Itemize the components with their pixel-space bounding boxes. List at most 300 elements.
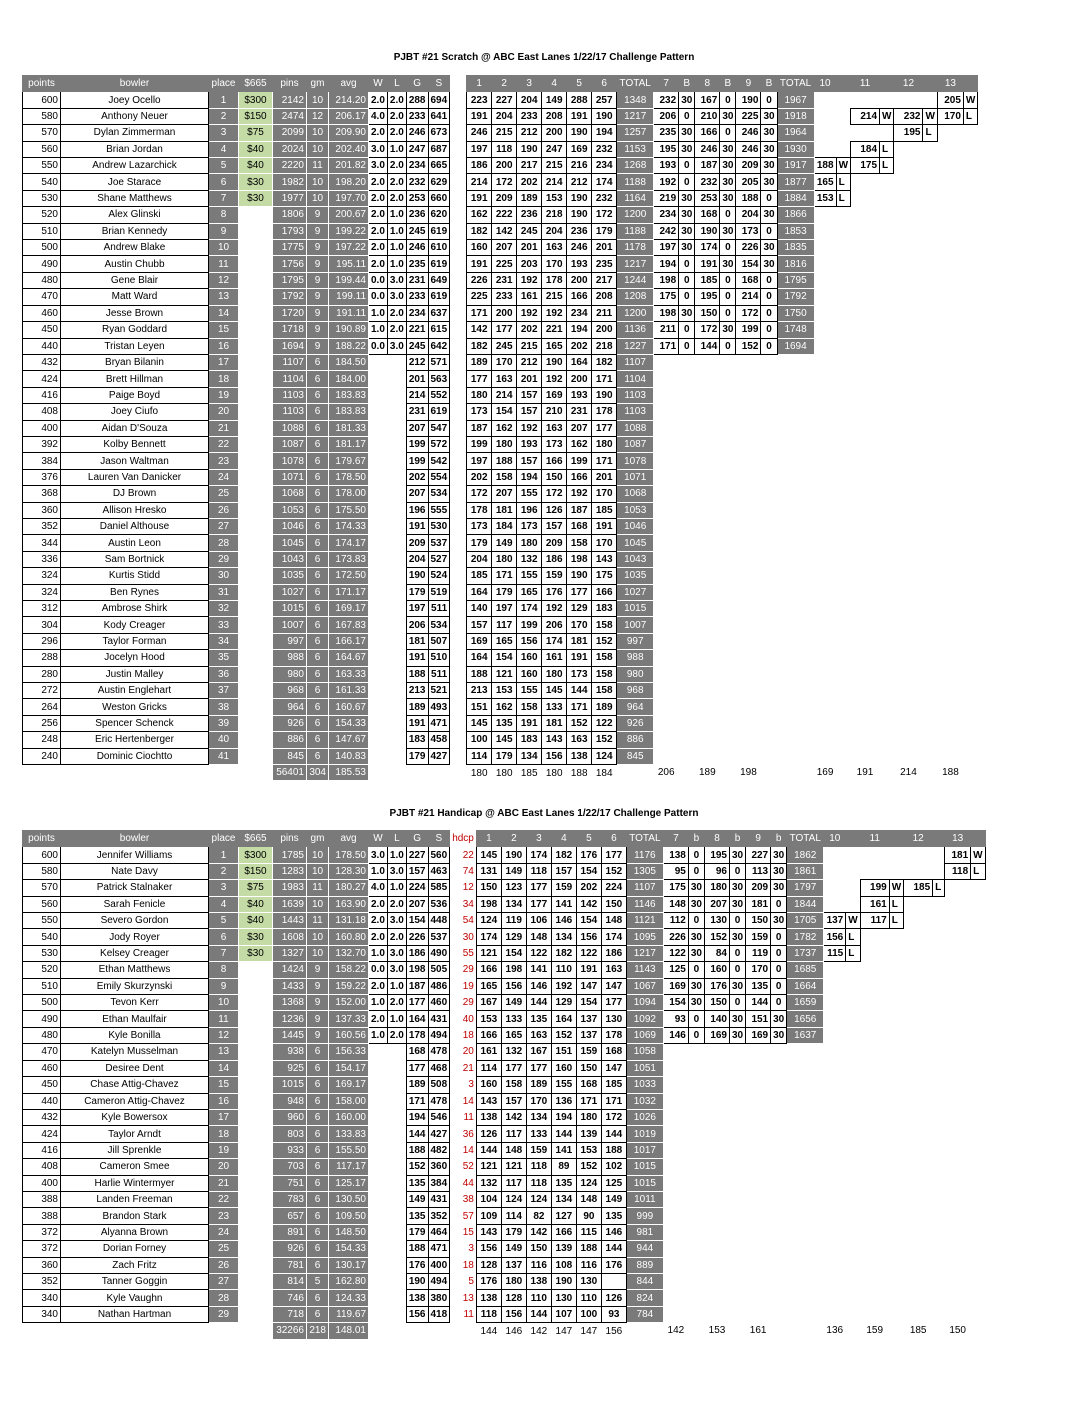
average-cell: 183.83 [329, 387, 369, 403]
average-cell: 166.17 [329, 633, 369, 649]
game-score: 157 [517, 387, 542, 403]
match-score [904, 1126, 933, 1142]
game-score: 191 [467, 108, 492, 124]
match-result [923, 338, 937, 354]
match-result [880, 289, 894, 305]
losses-cell [387, 584, 406, 600]
six-game-total: 1268 [617, 158, 654, 174]
column-header: gm [307, 76, 329, 92]
average-cell: 167.83 [329, 617, 369, 633]
games-cell: 10 [307, 190, 329, 206]
standings-row [23, 1109, 986, 1125]
wins-cell: 2.0 [369, 223, 388, 239]
game-score: 210 [542, 404, 567, 420]
losses-cell [387, 650, 406, 666]
game-score [736, 601, 761, 617]
match-score [904, 1241, 933, 1257]
match-score [937, 190, 963, 206]
game-score: 180 [492, 436, 517, 452]
summary-blank [61, 1323, 209, 1339]
match-score [937, 502, 963, 518]
game-score: 159 [746, 929, 771, 945]
place-cell: 31 [209, 584, 239, 600]
game-score [695, 436, 720, 452]
high-game-cell: 179 [406, 1224, 428, 1240]
game-score: 143 [542, 732, 567, 748]
match-result [836, 469, 850, 485]
match-result [836, 502, 850, 518]
match-score [937, 289, 963, 305]
game-score [736, 371, 761, 387]
match-score [945, 1142, 971, 1158]
nine-game-total: 1884 [777, 190, 814, 206]
game-score: 194 [592, 125, 617, 141]
games-cell: 6 [307, 748, 329, 764]
bowler-name: Kyle Bowersox [61, 1109, 209, 1125]
nine-game-total: 1792 [777, 289, 814, 305]
match-score [824, 962, 846, 978]
average-cell: 158.22 [329, 962, 369, 978]
handicap-cell [450, 354, 467, 370]
game-score: 137 [501, 1257, 526, 1273]
match-result [880, 207, 894, 223]
match-score [851, 551, 880, 567]
high-game-cell: 246 [406, 240, 428, 256]
match-result: L [963, 108, 977, 124]
match-result [971, 1273, 985, 1289]
place-cell: 26 [209, 1257, 239, 1273]
average-cell: 128.30 [329, 863, 369, 879]
game-score: 122 [576, 945, 601, 961]
bonus-cell: 30 [679, 141, 695, 157]
match-result [971, 1191, 985, 1207]
match-score [851, 601, 880, 617]
game-score [746, 1109, 771, 1125]
pins-cell: 1087 [273, 436, 307, 452]
game-score: 117 [492, 617, 517, 633]
six-game-total: 1178 [617, 240, 654, 256]
points-cell: 340 [23, 1306, 61, 1322]
place-cell: 2 [209, 863, 239, 879]
bowler-name: Kody Creager [61, 617, 209, 633]
game-score [705, 1142, 730, 1158]
points-cell: 344 [23, 535, 61, 551]
match-result [933, 863, 945, 879]
game-score: 148 [576, 1191, 601, 1207]
bowler-name: Spencer Schenck [61, 715, 209, 731]
bonus-cell: 0 [771, 962, 787, 978]
game-score: 222 [492, 207, 517, 223]
summary-blank [387, 765, 406, 781]
six-game-total: 1107 [617, 354, 654, 370]
game-score: 204 [467, 551, 492, 567]
game-score: 151 [746, 1011, 771, 1027]
bonus-cell: 30 [761, 141, 777, 157]
game-score: 162 [567, 436, 592, 452]
game-score: 149 [542, 92, 567, 108]
bowler-name: Tristan Leyen [61, 338, 209, 354]
wins-cell: 2.0 [369, 92, 388, 108]
points-cell: 352 [23, 518, 61, 534]
game-score: 179 [492, 748, 517, 764]
bonus-cell [771, 1142, 787, 1158]
standings-row [23, 568, 978, 584]
match-result [923, 420, 937, 436]
pins-cell: 1608 [273, 929, 307, 945]
points-cell: 360 [23, 1257, 61, 1273]
place-cell: 21 [209, 420, 239, 436]
game-score: 161 [517, 289, 542, 305]
game-score: 214 [467, 174, 492, 190]
wins-cell: 1.0 [369, 305, 388, 321]
game-score [736, 518, 761, 534]
summary-blank [387, 1323, 406, 1339]
games-cell: 10 [307, 174, 329, 190]
place-cell: 3 [209, 880, 239, 896]
game-score: 198 [654, 272, 679, 288]
match-score [894, 715, 923, 731]
bonus-cell [761, 683, 777, 699]
game-score [695, 584, 720, 600]
average-cell: 124.33 [329, 1290, 369, 1306]
bonus-cell [761, 699, 777, 715]
game-score: 149 [501, 1241, 526, 1257]
game-score: 112 [663, 913, 688, 929]
match-score: 118 [945, 863, 971, 879]
pins-cell: 964 [273, 699, 307, 715]
nine-game-total: 1853 [777, 223, 814, 239]
match-result [889, 962, 903, 978]
games-cell: 6 [307, 502, 329, 518]
average-cell: 197.70 [329, 190, 369, 206]
match-score [814, 420, 836, 436]
match-score [904, 1077, 933, 1093]
game-score: 144 [526, 995, 551, 1011]
match-score [814, 551, 836, 567]
game-score: 157 [517, 404, 542, 420]
game-average: 184 [595, 767, 613, 779]
games-cell: 6 [307, 650, 329, 666]
losses-cell [387, 1290, 406, 1306]
match-result [923, 207, 937, 223]
pins-cell: 2220 [273, 158, 307, 174]
points-cell: 490 [23, 256, 61, 272]
game-score: 188 [601, 1142, 626, 1158]
game-score: 162 [467, 207, 492, 223]
game-score: 168 [601, 1044, 626, 1060]
standings-row [23, 158, 978, 174]
bowler-name: Lauren Van Danicker [61, 469, 209, 485]
match-score [945, 929, 971, 945]
game-score: 204 [736, 207, 761, 223]
average-cell: 169.17 [329, 601, 369, 617]
wins-cell [369, 748, 388, 764]
bowler-name: Jill Sprenkle [61, 1142, 209, 1158]
match-score [860, 1306, 889, 1322]
high-series-cell: 380 [428, 1290, 450, 1306]
games-cell: 11 [307, 880, 329, 896]
game-score: 160 [551, 1060, 576, 1076]
average-cell: 199.44 [329, 272, 369, 288]
match-result: L [889, 913, 903, 929]
six-game-total: 1045 [617, 535, 654, 551]
pins-cell: 891 [273, 1224, 307, 1240]
points-cell: 570 [23, 880, 61, 896]
pins-cell: 1982 [273, 174, 307, 190]
wins-cell [369, 1060, 388, 1076]
game-score: 165 [501, 1027, 526, 1043]
place-cell: 12 [209, 272, 239, 288]
match-score [851, 223, 880, 239]
match-result [963, 535, 977, 551]
bowler-name: Aidan D'Souza [61, 420, 209, 436]
match-score [824, 1044, 846, 1060]
handicap-cell [450, 518, 467, 534]
games-cell: 5 [307, 1273, 329, 1289]
game-score: 126 [601, 1290, 626, 1306]
match-score [814, 518, 836, 534]
column-header: G [406, 831, 428, 847]
match-result [836, 601, 850, 617]
game-score: 188 [576, 1241, 601, 1257]
game-score: 197 [467, 453, 492, 469]
handicap-cell: 18 [462, 1259, 474, 1271]
match-result [880, 256, 894, 272]
game-average: 169 [816, 767, 834, 779]
six-game-total: 1094 [626, 995, 663, 1011]
game-score: 202 [517, 322, 542, 338]
match-score [945, 880, 971, 896]
game-score: 144 [551, 1126, 576, 1142]
game-score: 173 [517, 518, 542, 534]
match-score [894, 683, 923, 699]
pins-cell: 1103 [273, 404, 307, 420]
match-score [904, 929, 933, 945]
game-score: 194 [517, 469, 542, 485]
place-cell: 15 [209, 322, 239, 338]
match-result [880, 650, 894, 666]
game-score: 142 [501, 1109, 526, 1125]
losses-cell: 2.0 [387, 108, 406, 124]
bonus-cell: 30 [730, 896, 746, 912]
high-game-cell: 196 [406, 502, 428, 518]
six-game-total: 1200 [617, 207, 654, 223]
high-series-cell: 511 [428, 666, 450, 682]
match-score [860, 978, 889, 994]
high-game-cell: 231 [406, 272, 428, 288]
bonus-cell [730, 1126, 746, 1142]
game-score: 180 [592, 436, 617, 452]
nine-game-total: 1835 [777, 240, 814, 256]
game-score: 135 [601, 1208, 626, 1224]
match-score [851, 338, 880, 354]
losses-cell [387, 1060, 406, 1076]
nine-game-total [787, 1241, 824, 1257]
games-cell: 6 [307, 1060, 329, 1076]
column-header: avg [329, 76, 369, 92]
game-score [663, 1109, 688, 1125]
losses-cell: 2.0 [387, 929, 406, 945]
games-cell: 6 [307, 699, 329, 715]
game-score: 147 [601, 1060, 626, 1076]
match-result [971, 1109, 985, 1125]
pins-cell: 2024 [273, 141, 307, 157]
wins-cell [369, 1273, 388, 1289]
game-score: 225 [467, 289, 492, 305]
bonus-cell: 30 [679, 240, 695, 256]
game-score: 212 [517, 125, 542, 141]
nine-game-total: 1685 [787, 962, 824, 978]
game-score: 233 [492, 289, 517, 305]
place-cell: 27 [209, 1273, 239, 1289]
game-score [746, 1142, 771, 1158]
match-result [846, 1060, 860, 1076]
average-cell: 174.33 [329, 518, 369, 534]
game-score [736, 617, 761, 633]
handicap-cell: 57 [462, 1210, 474, 1222]
match-result [963, 518, 977, 534]
points-cell: 570 [23, 125, 61, 141]
wins-cell: 3.0 [369, 847, 388, 863]
prize-cell: $150 [239, 863, 273, 879]
wins-cell: 0.0 [369, 962, 388, 978]
match-score [937, 748, 963, 764]
bonus-cell: 30 [679, 207, 695, 223]
game-score [746, 1224, 771, 1240]
high-game-cell: 138 [406, 1290, 428, 1306]
handicap-cell [450, 289, 467, 305]
match-score [937, 633, 963, 649]
nine-game-total [787, 1093, 824, 1109]
match-result [889, 1109, 903, 1125]
game-score: 198 [476, 896, 501, 912]
match-result [933, 1159, 945, 1175]
match-result [971, 1027, 985, 1043]
games-cell: 9 [307, 322, 329, 338]
column-header: B [679, 76, 695, 92]
game-score: 149 [501, 995, 526, 1011]
high-series-cell: 519 [428, 584, 450, 600]
match-score [904, 896, 933, 912]
game-score: 168 [567, 518, 592, 534]
pins-cell: 1043 [273, 551, 307, 567]
games-cell: 6 [307, 486, 329, 502]
game-score [695, 551, 720, 567]
bonus-cell: 0 [720, 240, 736, 256]
match-score [860, 929, 889, 945]
bonus-cell [720, 633, 736, 649]
game-score [695, 371, 720, 387]
high-series-cell: 571 [428, 354, 450, 370]
bonus-cell [679, 617, 695, 633]
bonus-cell [720, 486, 736, 502]
bowler-name: Kyle Vaughn [61, 1290, 209, 1306]
average-cell: 140.83 [329, 748, 369, 764]
match-score [851, 436, 880, 452]
game-score: 144 [567, 683, 592, 699]
bonus-cell [688, 1060, 704, 1076]
points-cell: 440 [23, 338, 61, 354]
match-result [889, 1241, 903, 1257]
match-score [894, 568, 923, 584]
games-cell: 9 [307, 1027, 329, 1043]
standings-row [23, 1208, 986, 1224]
six-game-total: 1103 [617, 387, 654, 403]
points-cell: 460 [23, 305, 61, 321]
game-score: 124 [576, 1175, 601, 1191]
six-game-total: 1026 [626, 1109, 663, 1125]
points-cell: 480 [23, 272, 61, 288]
pins-cell: 1806 [273, 207, 307, 223]
handicap-cell: 55 [462, 948, 474, 960]
wins-cell [369, 715, 388, 731]
high-series-cell: 486 [428, 978, 450, 994]
game-score: 114 [467, 748, 492, 764]
match-score [851, 568, 880, 584]
game-score: 164 [551, 1011, 576, 1027]
game-score: 110 [551, 962, 576, 978]
wins-cell [369, 732, 388, 748]
high-series-cell: 478 [428, 1093, 450, 1109]
high-series-cell: 660 [428, 190, 450, 206]
game-score: 178 [542, 272, 567, 288]
wins-cell: 2.0 [369, 978, 388, 994]
match-score [937, 551, 963, 567]
game-score: 194 [654, 256, 679, 272]
match-score [894, 207, 923, 223]
game-score: 242 [654, 223, 679, 239]
game-score [654, 404, 679, 420]
column-header: 6 [592, 76, 617, 92]
bonus-cell [771, 1241, 787, 1257]
wins-cell [369, 1142, 388, 1158]
game-score [746, 1159, 771, 1175]
high-game-cell: 227 [406, 847, 428, 863]
match-score [851, 732, 880, 748]
match-score [860, 1011, 889, 1027]
high-game-cell: 245 [406, 338, 428, 354]
bonus-cell [761, 617, 777, 633]
place-cell: 38 [209, 699, 239, 715]
match-result [923, 404, 937, 420]
bonus-cell: 0 [720, 305, 736, 321]
match-score [824, 896, 846, 912]
game-score: 191 [567, 650, 592, 666]
game-score: 192 [542, 371, 567, 387]
game-score: 144 [526, 1306, 551, 1322]
bonus-cell: 0 [688, 913, 704, 929]
match-score [945, 1257, 971, 1273]
games-cell: 10 [307, 125, 329, 141]
wins-cell [369, 371, 388, 387]
summary-blank [428, 1323, 450, 1339]
pins-cell: 1756 [273, 256, 307, 272]
match-result: L [836, 174, 850, 190]
bowler-name: Jason Waltman [61, 453, 209, 469]
game-score: 176 [705, 978, 730, 994]
game-score: 114 [476, 1060, 501, 1076]
match-score [904, 1027, 933, 1043]
points-cell: 280 [23, 666, 61, 682]
bowler-name: Dorian Forney [61, 1241, 209, 1257]
bonus-cell [720, 518, 736, 534]
game-score: 96 [705, 863, 730, 879]
game-score: 134 [517, 748, 542, 764]
game-score: 192 [517, 420, 542, 436]
bonus-cell [720, 715, 736, 731]
handicap-cell [450, 436, 467, 452]
game-score: 157 [517, 453, 542, 469]
